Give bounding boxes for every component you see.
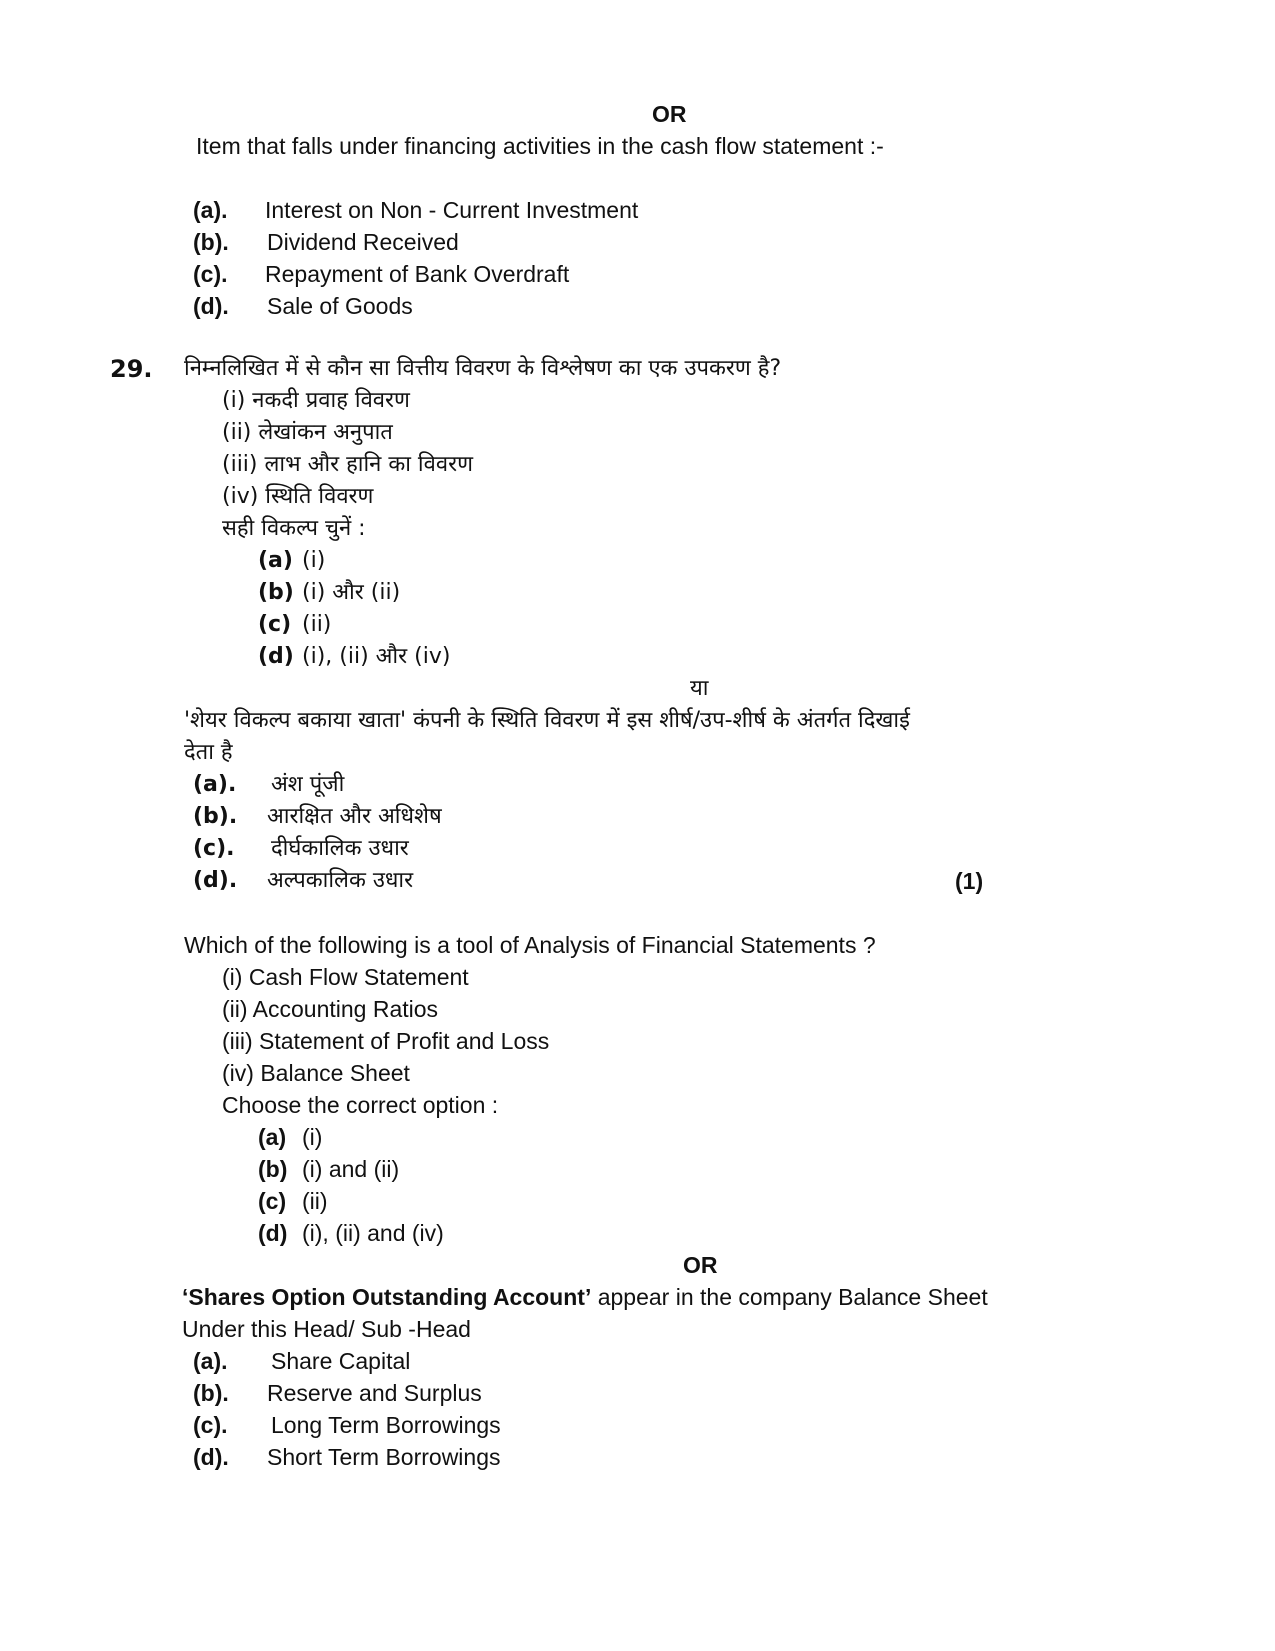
english-question: Which of the following is a tool of Analysis of Financial Statements ? xyxy=(184,932,876,958)
option-b xyxy=(193,228,459,256)
option-text: Short Term Borrowings xyxy=(267,1444,501,1470)
hindi-choice-a xyxy=(258,547,325,575)
option-text: Reserve and Surplus xyxy=(267,1380,482,1406)
hindi-alt-option-d xyxy=(193,867,413,895)
hindi-or: या xyxy=(690,676,709,701)
choice-text: (ii) xyxy=(302,1188,328,1214)
option-text: आरक्षित और अधिशेष xyxy=(267,804,442,829)
question-rest: appear in the company Balance Sheet xyxy=(591,1284,988,1310)
choice-label: (b) xyxy=(258,1156,288,1182)
option-d xyxy=(193,292,413,320)
english-item-4: (iv) Balance Sheet xyxy=(222,1060,410,1086)
hindi-alt-question-line2: देता है xyxy=(184,740,233,765)
or-heading: OR xyxy=(683,1252,718,1278)
hindi-choice-d xyxy=(258,643,450,671)
english-alt-question-line1 xyxy=(182,1283,988,1311)
hindi-alt-option-b xyxy=(193,803,442,831)
hindi-item-1: (i) नकदी प्रवाह विवरण xyxy=(222,388,410,413)
option-label: (a). xyxy=(193,772,237,797)
marks: (1) xyxy=(955,868,984,894)
hindi-alt-option-a xyxy=(193,771,344,799)
hindi-choice-b xyxy=(258,579,400,607)
option-label: (d). xyxy=(193,1444,229,1470)
choice-text: (i) और (ii) xyxy=(302,580,401,605)
choice-text: (i) and (ii) xyxy=(302,1156,400,1182)
choice-label: (c) xyxy=(258,1188,287,1214)
english-alt-question-line2: Under this Head/ Sub -Head xyxy=(182,1316,471,1342)
option-text: दीर्घकालिक उधार xyxy=(271,836,409,861)
choice-label: (d) xyxy=(258,644,294,669)
english-choice-b xyxy=(258,1155,399,1183)
hindi-item-4: (iv) स्थिति विवरण xyxy=(222,484,374,509)
hindi-alt-question-line1: 'शेयर विकल्प बकाया खाता' कंपनी के स्थिति विवरण में इस शीर्ष/उप-शीर्ष के अंतर्गत दिखाई xyxy=(184,708,910,733)
or-heading-top: OR xyxy=(652,101,687,127)
english-choice-d xyxy=(258,1219,444,1247)
choice-text: (i) xyxy=(302,1124,323,1150)
option-label: (b). xyxy=(193,229,229,255)
english-choice-c xyxy=(258,1187,328,1215)
option-text: Dividend Received xyxy=(267,229,459,255)
option-a xyxy=(193,196,638,224)
choice-label: (c) xyxy=(258,612,292,637)
hindi-item-2: (ii) लेखांकन अनुपात xyxy=(222,420,393,445)
option-c xyxy=(193,260,569,288)
question-text: Item that falls under financing activities in the cash flow statement :- xyxy=(196,133,884,159)
english-alt-option-b xyxy=(193,1379,482,1407)
account-name: ‘Shares Option Outstanding Account’ xyxy=(182,1284,592,1310)
choice-text: (ii) xyxy=(302,612,332,637)
english-item-2: (ii) Accounting Ratios xyxy=(222,996,439,1022)
choice-label: (d) xyxy=(258,1220,288,1246)
option-text: अंश पूंजी xyxy=(271,772,345,797)
option-label: (b). xyxy=(193,804,238,829)
option-label: (d). xyxy=(193,293,229,319)
hindi-item-3: (iii) लाभ और हानि का विवरण xyxy=(222,452,474,477)
option-text: Share Capital xyxy=(271,1348,411,1374)
english-alt-option-d xyxy=(193,1443,501,1471)
english-alt-option-a xyxy=(193,1347,410,1375)
choice-label: (a) xyxy=(258,548,293,573)
english-choose: Choose the correct option : xyxy=(222,1092,499,1118)
english-choice-a xyxy=(258,1123,322,1151)
choice-label: (b) xyxy=(258,580,294,605)
choice-text: (i), (ii) और (iv) xyxy=(302,644,451,669)
english-item-3: (iii) Statement of Profit and Loss xyxy=(222,1028,550,1054)
choice-label: (a) xyxy=(258,1124,287,1150)
hindi-choice-c xyxy=(258,611,331,639)
option-label: (a). xyxy=(193,1348,228,1374)
option-label: (a). xyxy=(193,197,228,223)
english-item-1: (i) Cash Flow Statement xyxy=(222,964,469,990)
choice-text: (i), (ii) and (iv) xyxy=(302,1220,444,1246)
option-label: (d). xyxy=(193,868,238,893)
hindi-choose: सही विकल्प चुनें : xyxy=(222,516,366,541)
hindi-question: निम्नलिखित में से कौन सा वित्तीय विवरण के विश्लेषण का एक उपकरण है? xyxy=(184,356,782,381)
option-label: (c). xyxy=(193,836,235,861)
choice-text: (i) xyxy=(302,548,326,573)
option-label: (c). xyxy=(193,1412,228,1438)
option-label: (b). xyxy=(193,1380,229,1406)
english-alt-option-c xyxy=(193,1411,501,1439)
option-label: (c). xyxy=(193,261,228,287)
option-text: Sale of Goods xyxy=(267,293,413,319)
question-number: 29. xyxy=(110,355,153,383)
option-text: Repayment of Bank Overdraft xyxy=(265,261,570,287)
option-text: Long Term Borrowings xyxy=(271,1412,501,1438)
option-text: अल्पकालिक उधार xyxy=(267,868,414,893)
hindi-alt-option-c xyxy=(193,835,409,863)
option-text: Interest on Non - Current Investment xyxy=(265,197,639,223)
